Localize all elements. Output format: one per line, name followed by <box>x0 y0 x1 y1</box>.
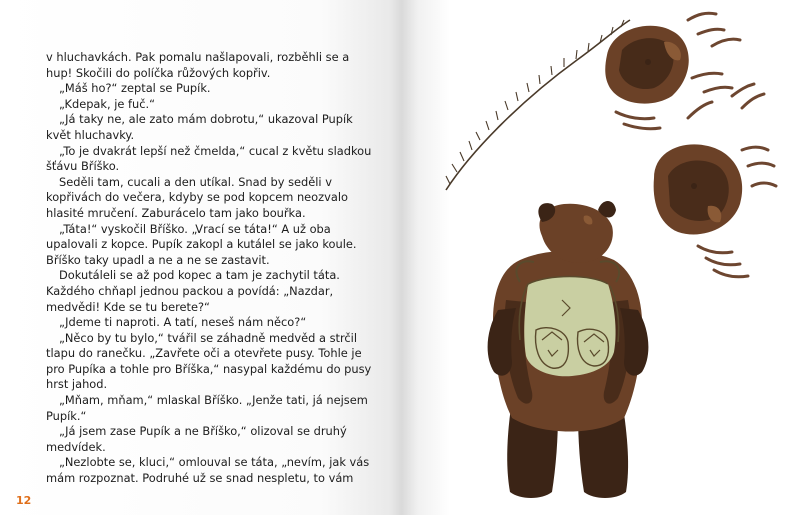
paragraph: „Jdeme ti naproti. A tatí, neseš nám něco?“ <box>59 315 307 330</box>
cub-rolling-bottom <box>654 144 743 234</box>
paragraph: „Táta!“ vyskočil Bříško. „Vrací se táta!“ A už oba upalovali z kopce. Pupík zakopl a kutálel se jako koule. Bříško taky upadl a ne a ne se zastavit. <box>46 221 357 267</box>
paragraph: „To je dvakrát lepší než čmelda,“ cucal z květu sladkou šťávu Bříško. <box>46 143 372 174</box>
paragraph: „Nezlobte se, kluci,“ omlouval se táta, „nevím, jak vás mám rozpoznat. Podruhé už se snad nespletu, to vám <box>46 455 370 486</box>
paragraph: „Kdepak, je fuč.“ <box>59 96 156 111</box>
paragraph: Seděli tam, cucali a den utíkal. Snad by seděli v kopřivách do večera, kdyby se pod kopcem neozvalo hlasité mručení. Zaburácelo tam jako bouřka. <box>46 174 348 220</box>
paragraph: „Mňam, mňam,“ mlaskal Bříško. „Jenže tati, já nejsem Pupík.“ <box>46 393 368 423</box>
paragraph: „Máš ho?“ zeptal se Pupík. <box>59 81 211 96</box>
paragraph: v hluchavkách. Pak pomalu našlapovali, rozběhli se a hup! Skočili do políčka růžových kopřiv. <box>46 50 350 80</box>
paragraph: „Já taky ne, ale zato mám dobrotu,“ ukazoval Pupík květ hluchavky. <box>46 112 353 142</box>
paragraph: „Já jsem zase Pupík a ne Bříško,“ olizoval se druhý medvídek. <box>46 424 347 454</box>
paragraph: Dokutáleli se až pod kopec a tam je zachytil táta. Každého chňapl jednou packou a povídá: „Nazdar, medvědi! Kde se tu berete?“ <box>46 268 340 314</box>
paragraph: „Něco by tu bylo,“ tvářil se záhadně medvěd a strčil tlapu do ranečku. „Zavřete oči a otevřete pusy. Tohle je pro Pupíka a tohle pro Bříška,“ nasypal každému do pusy hrst jahod. <box>46 330 372 392</box>
hill-line <box>446 20 630 190</box>
bear-illustration <box>402 0 804 515</box>
story-text <box>46 50 376 487</box>
cub-rolling-top <box>605 26 689 104</box>
page-number: 12 <box>16 494 32 507</box>
